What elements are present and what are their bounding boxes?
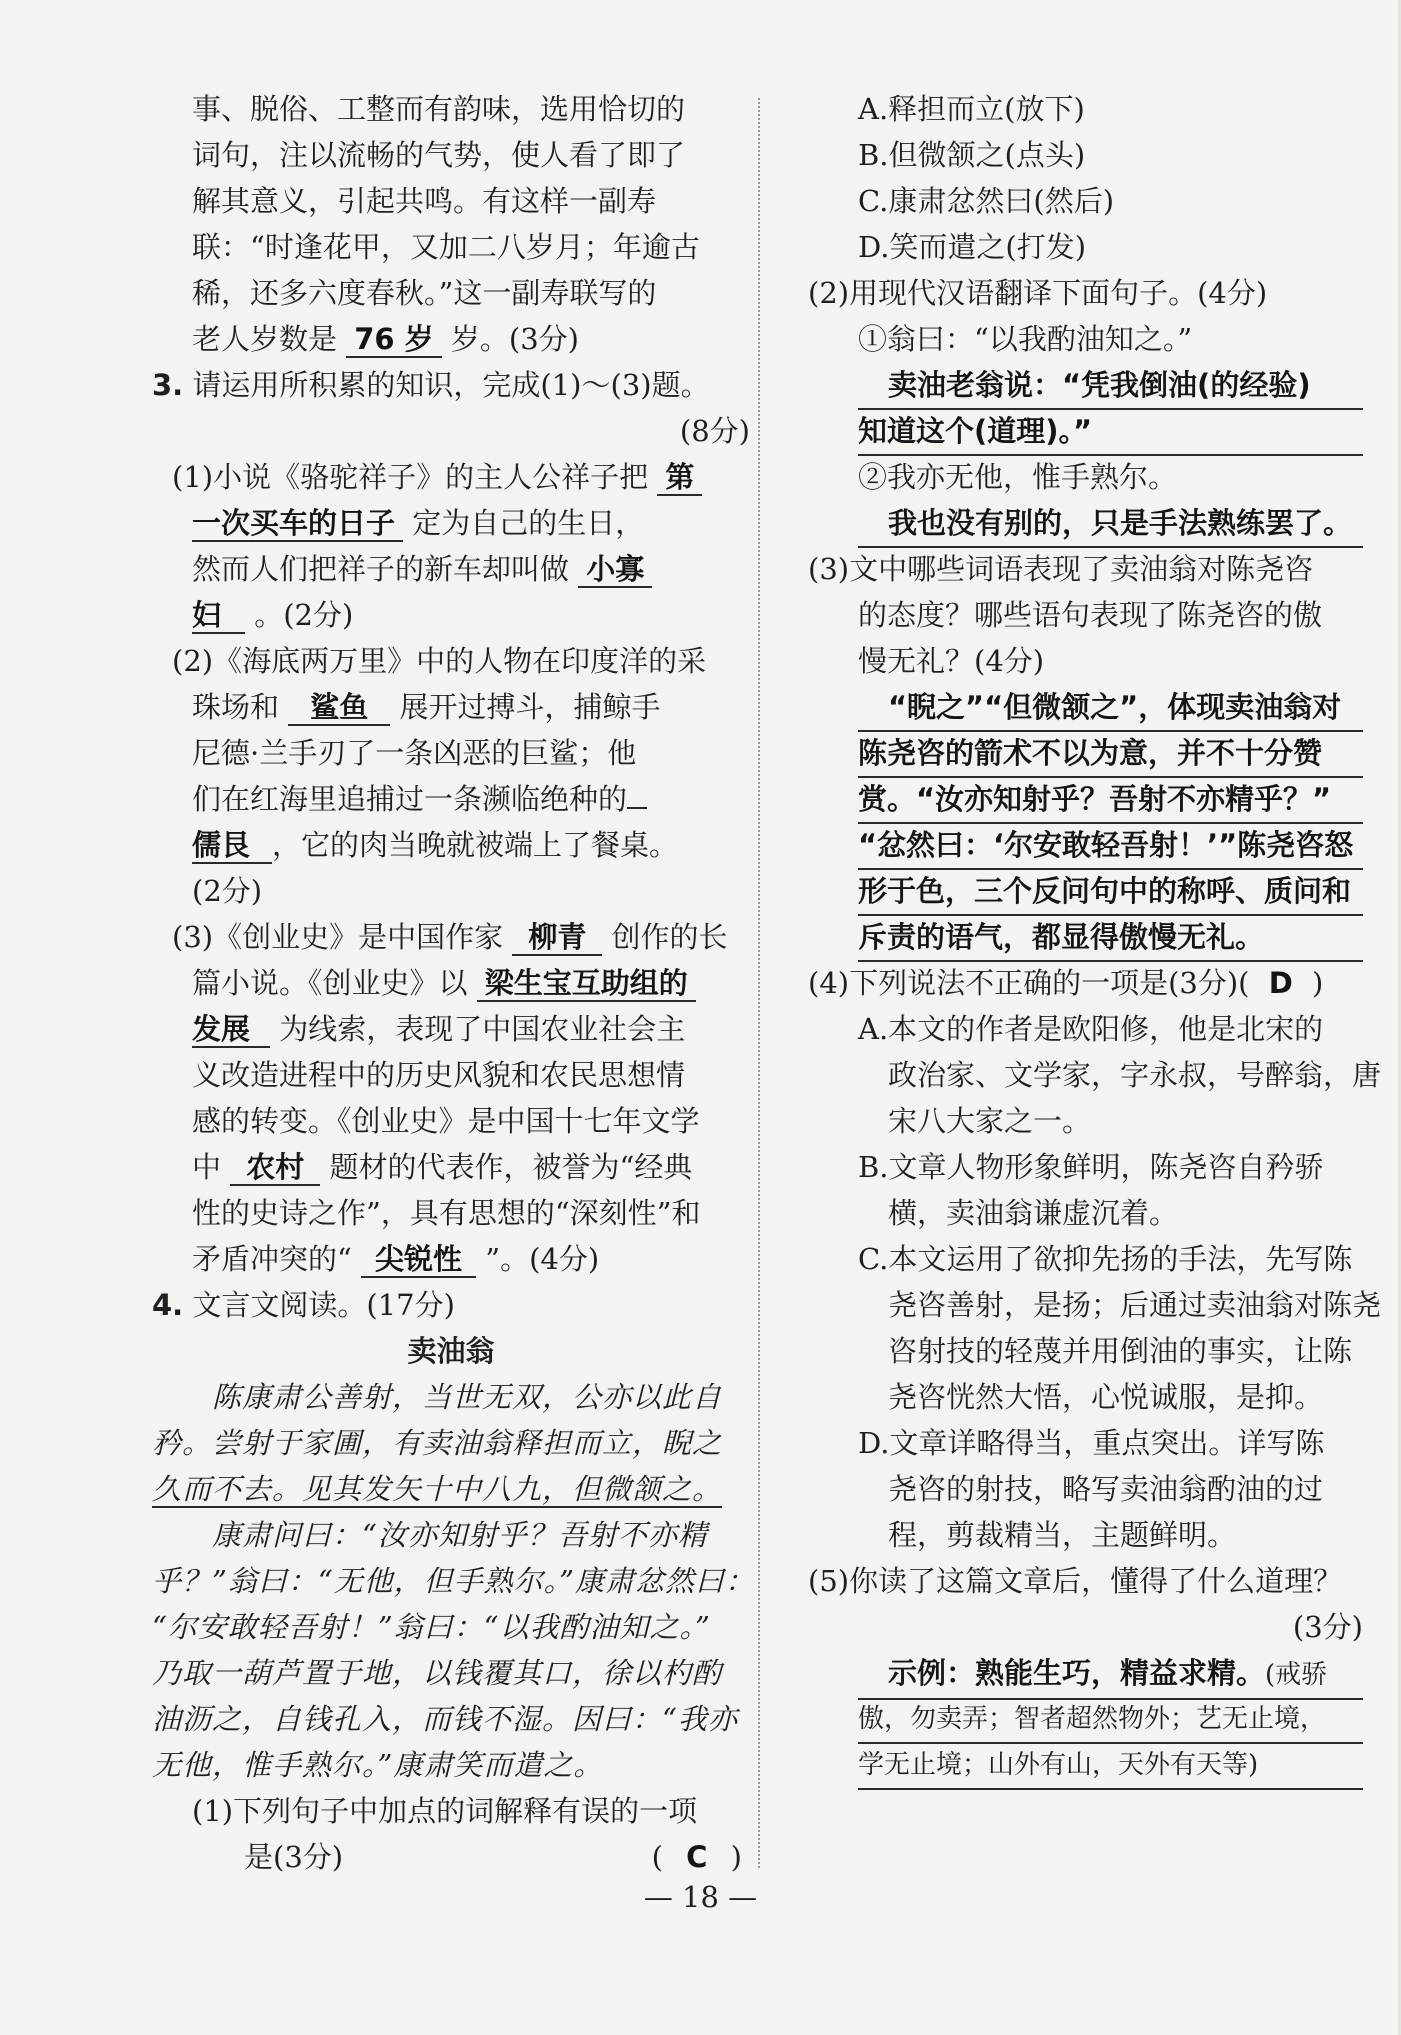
passage-line: “尔安敢轻吾射！”翁曰：“以我酌油知之。”: [152, 1610, 711, 1644]
text-segment: 中: [192, 1150, 222, 1184]
option-line: 政治家、文学家，字永叔，号醉翁，唐: [888, 1058, 1382, 1092]
text-line: [152, 960, 750, 1006]
answer-blank: 一次买车的日子: [192, 506, 403, 542]
answer-line: [808, 500, 1363, 546]
text-line: (3)文中哪些词语表现了卖油翁对陈尧咨: [808, 552, 1314, 586]
option-line: 横，卖油翁谦虚沉着。: [888, 1196, 1179, 1230]
text-line: ②我亦无他，惟手熟尔。: [858, 460, 1178, 494]
text-line: [152, 546, 750, 592]
choice-answer-box: [652, 1834, 742, 1880]
answer-blank: 儒艮: [192, 828, 272, 864]
analysis-answer: 斥责的语气，都显得傲慢无礼。: [858, 914, 1363, 962]
page-number: — 18 —: [643, 1880, 758, 1914]
text-line: (2分): [192, 874, 263, 908]
text-line: [152, 1006, 750, 1052]
score-label: (8分): [679, 414, 750, 448]
text-segment: 定为自己的生日，: [412, 506, 645, 540]
answer-blank: 尖锐性: [361, 1242, 476, 1278]
option-line: 尧咨恍然大悟，心悦诚服，是抑。: [888, 1380, 1324, 1414]
option-line: 宋八大家之一。: [888, 1104, 1092, 1138]
text-segment: (1)小说《骆驼祥子》的主人公祥子把: [172, 460, 649, 494]
question-3-header: [152, 362, 750, 408]
answer-line: [808, 914, 1363, 960]
answer-blank: 梁生宝互助组的: [477, 966, 696, 1002]
text-segment: 。(2分): [254, 598, 354, 632]
passage-line: 油沥之，自钱孔入，而钱不湿。因曰：“我亦: [152, 1702, 738, 1736]
text-line: [152, 592, 750, 638]
blank-line: [627, 807, 647, 809]
text-segment: 岁。(3分): [450, 322, 579, 356]
paren-close: ): [730, 1840, 742, 1874]
reflection-answer-extra: 傲，勿卖弄；智者超然物外；艺无止境，: [858, 1696, 1363, 1744]
passage-line: 乎？”翁曰：“无他，但手熟尔。”康肃忿然曰：: [152, 1564, 755, 1598]
text-line: 词句，注以流畅的气势，使人看了即了: [192, 138, 686, 172]
passage-title: 卖油翁: [407, 1334, 495, 1368]
question-4-header: [152, 1282, 750, 1328]
underlined-sentence: 久而不去。见其发矢十中八九，但微颔之。: [152, 1472, 723, 1506]
translation-answer: 我也没有别的，只是手法熟练罢了。: [858, 500, 1363, 548]
text-line: [152, 316, 750, 362]
option-line: 程，剪裁精当，主题鲜明。: [888, 1518, 1237, 1552]
score-label: (3分): [1292, 1610, 1363, 1644]
option-line: B.但微颔之(点头): [858, 138, 1086, 172]
passage-line: 康肃问曰：“汝亦知射乎？吾射不亦精: [212, 1518, 708, 1552]
answer-line: [808, 362, 1363, 408]
answer-blank: 小寡: [578, 552, 652, 588]
answer-blank: 妇: [192, 598, 245, 634]
text-line: 联：“时逢花甲，又加二八岁月；年逾古: [192, 230, 700, 264]
answer-line: [808, 776, 1363, 822]
text-segment: 为线索，表现了中国农业社会主: [279, 1012, 686, 1046]
text-segment: (4)下列说法不正确的一项是(3分)(: [808, 966, 1250, 1000]
text-segment: 们在红海里追捕过一条濒临绝种的: [192, 782, 628, 816]
answer-blank: 第: [657, 460, 702, 496]
text-line: (5)你读了这篇文章后，懂得了什么道理？: [808, 1564, 1343, 1598]
text-line: 稀，还多六度春秋。”这一副寿联写的: [192, 276, 657, 310]
text-line: 事、脱俗、工整而有韵味，选用恰切的: [192, 92, 686, 126]
analysis-answer: 形于色，三个反问句中的称呼、质问和: [858, 868, 1363, 916]
text-line: 解其意义，引起共鸣。有这样一副寿: [192, 184, 657, 218]
option-line: B.文章人物形象鲜明，陈尧咨自矜骄: [858, 1150, 1324, 1184]
answer-line: [808, 684, 1363, 730]
answer-line: [808, 868, 1363, 914]
text-segment: 题材的代表作，被誉为“经典: [329, 1150, 693, 1184]
question-text: 文言文阅读。(17分): [192, 1288, 455, 1322]
translation-answer: 知道这个(道理)。”: [858, 408, 1363, 456]
text-segment: 是(3分): [244, 1840, 344, 1874]
right-column: [808, 86, 1382, 1788]
answer-blank: 柳青: [512, 920, 602, 956]
left-column: [152, 86, 755, 1880]
text-segment: 篇小说。《创业史》以: [192, 966, 468, 1000]
text-segment: (3)《创业史》是中国作家: [172, 920, 504, 954]
text-line: [152, 822, 750, 868]
text-segment: 然而人们把祥子的新车却叫做: [192, 552, 570, 586]
reflection-answer: [858, 1650, 1363, 1700]
text-line: [152, 914, 750, 960]
text-segment: 老人岁数是: [192, 322, 338, 356]
text-line: (2)用现代汉语翻译下面句子。(4分): [808, 276, 1268, 310]
reflection-answer-extra: (戒骄: [1265, 1660, 1328, 1690]
answer-line: [808, 730, 1363, 776]
option-line: A.释担而立(放下): [858, 92, 1085, 126]
text-line: 性的史诗之作”，具有思想的“深刻性”和: [192, 1196, 701, 1230]
option-line: A.本文的作者是欧阳修，他是北宋的: [858, 1012, 1324, 1046]
text-line: 感的转变。《创业史》是中国十七年文学: [192, 1104, 700, 1138]
analysis-answer: 陈尧咨的箭术不以为意，并不十分赞: [858, 730, 1363, 778]
answer-line: [808, 1742, 1363, 1788]
answer-blank: 鲨鱼: [288, 690, 390, 726]
passage-line: [152, 1466, 750, 1512]
text-line: [152, 776, 750, 822]
text-line: 慢无礼？(4分): [858, 644, 1045, 678]
answer-line: [808, 1650, 1363, 1696]
paren-open: (: [651, 1840, 663, 1874]
option-line: D.笑而遣之(打发): [858, 230, 1087, 264]
reflection-answer-main: 示例：熟能生巧，精益求精。: [888, 1656, 1266, 1690]
reflection-answer-extra: 学无止境；山外有山，天外有天等): [858, 1742, 1363, 1790]
answer-blank: 农村: [230, 1150, 320, 1186]
passage-line: 矜。尝射于家圃，有卖油翁释担而立，睨之: [152, 1426, 723, 1460]
text-line: [152, 1834, 750, 1880]
text-line: 义改造进程中的历史风貌和农民思想情: [192, 1058, 686, 1092]
text-segment: ”。(4分): [485, 1242, 600, 1276]
text-line: [152, 454, 750, 500]
analysis-answer: “睨之”“但微颔之”，体现卖油翁对: [858, 684, 1363, 732]
passage-line: 无他，惟手熟尔。”康肃笑而遣之。: [152, 1748, 604, 1782]
text-line: 尼德·兰手刃了一条凶恶的巨鲨；他: [192, 736, 637, 770]
text-segment: 矛盾冲突的“: [192, 1242, 352, 1276]
question-text: 请运用所积累的知识，完成(1)～(3)题。: [192, 368, 710, 402]
text-segment: 珠场和: [192, 690, 280, 724]
text-line: [152, 1236, 750, 1282]
option-line: D.文章详略得当，重点突出。详写陈: [858, 1426, 1325, 1460]
text-line: (1)下列句子中加点的词解释有误的一项: [192, 1794, 698, 1828]
text-line: [152, 684, 750, 730]
choice-answer: D: [1268, 966, 1293, 1000]
answer-line: [808, 408, 1363, 454]
question-number: 4.: [152, 1288, 184, 1322]
text-segment: 创作的长: [611, 920, 728, 954]
text-segment: ): [1312, 966, 1324, 1000]
option-line: 尧咨善射，是扬；后通过卖油翁对陈尧: [888, 1288, 1382, 1322]
choice-answer: C: [686, 1840, 708, 1874]
passage-line: 陈康肃公善射，当世无双，公亦以此自: [212, 1380, 723, 1414]
text-line: ①翁曰：“以我酌油知之。”: [858, 322, 1193, 356]
option-line: 咨射技的轻蔑并用倒油的事实，让陈: [888, 1334, 1353, 1368]
analysis-answer: “忿然曰：‘尔安敢轻吾射！’”陈尧咨怒: [858, 822, 1363, 870]
option-line: 尧咨的射技，略写卖油翁酌油的过: [888, 1472, 1324, 1506]
answer-age: 76 岁: [346, 322, 441, 358]
answer-line: [808, 822, 1363, 868]
text-line: (2)《海底两万里》中的人物在印度洋的采: [172, 644, 707, 678]
text-segment: ，它的肉当晚就被端上了餐桌。: [272, 828, 679, 862]
translation-answer: 卖油老翁说：“凭我倒油(的经验): [858, 362, 1363, 410]
option-line: C.康肃忿然曰(然后): [858, 184, 1115, 218]
text-line: [152, 1144, 750, 1190]
question-number: 3.: [152, 368, 184, 402]
option-line: C.本文运用了欲抑先扬的手法，先写陈: [858, 1242, 1353, 1276]
analysis-answer: 赏。“汝亦知射乎？吾射不亦精乎？”: [858, 776, 1363, 824]
column-divider: [758, 98, 760, 1868]
text-line: 的态度？哪些语句表现了陈尧咨的傲: [858, 598, 1323, 632]
text-line: [152, 500, 750, 546]
answer-line: [808, 1696, 1363, 1742]
text-segment: 展开过搏斗，捕鲸手: [399, 690, 661, 724]
answer-blank: 发展: [192, 1012, 270, 1048]
text-line: [808, 960, 1363, 1006]
passage-line: 乃取一葫芦置于地，以钱覆其口，徐以杓酌: [152, 1656, 723, 1690]
